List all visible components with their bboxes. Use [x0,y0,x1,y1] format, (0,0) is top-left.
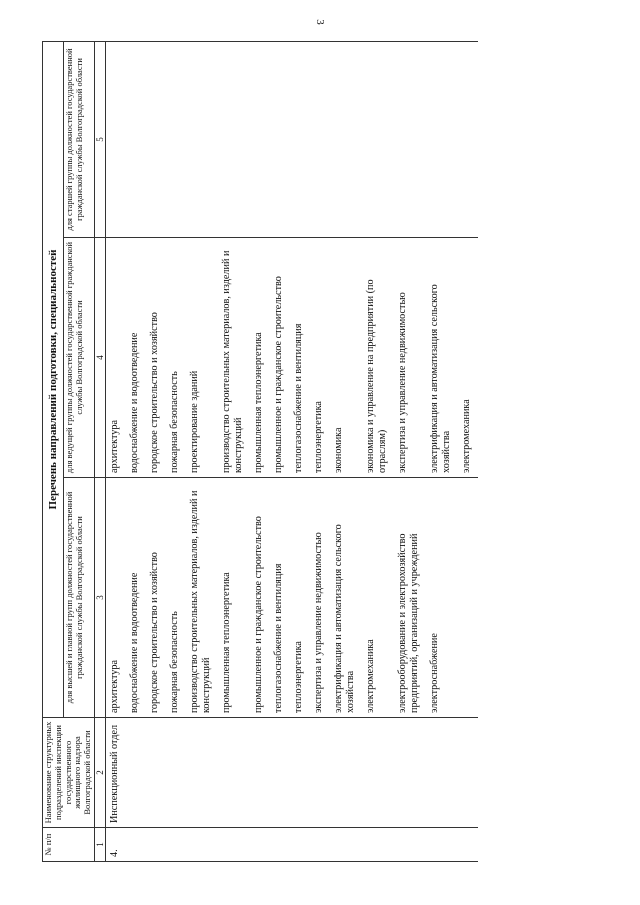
specialty-lead: электрификация и автоматизация сельского хозяйства [429,284,453,473]
row-number-empty [362,828,394,862]
specialty-lead: проектирование зданий [188,370,200,473]
row-number-empty [166,828,186,862]
specialty-lead: экономика [333,427,345,473]
header-group-lead: для ведущей группы должностей государственной гражданской службы Волгоградской области [64,238,95,478]
rotated-table-page [42,42,590,862]
specialty-senior [250,41,270,237]
specialty-senior [394,41,426,237]
specialty-senior [362,41,394,237]
table-row [426,41,458,861]
specialty-senior [330,41,362,237]
department-name-empty [362,718,394,828]
specialty-lead: архитектура [108,420,120,473]
row-number-empty [330,828,362,862]
table-row [394,41,426,861]
row-number-empty [218,828,250,862]
specialty-high: теплогазоснабжение и вентиляция [273,563,285,713]
page-number: 3 [314,19,326,25]
department-name-empty [126,718,146,828]
specialty-high: теплоэнергетика [293,641,305,713]
header-num: № п/п [43,828,95,862]
specialty-high: электрооборудование и электрохозяйство предприятий, организаций и учреждений [397,533,421,713]
specialty-senior [270,41,290,237]
department-name-empty [186,718,218,828]
department-name-empty [250,718,270,828]
column-number: 5 [94,41,105,237]
department-name-empty [218,718,250,828]
department-name-empty [330,718,362,828]
specialty-lead: водоснабжение и водоотведение [128,332,140,473]
specialty-senior [186,41,218,237]
department-name-empty [290,718,310,828]
specialty-lead: теплоэнергетика [313,401,325,473]
table-row [166,41,186,861]
specialty-senior [105,41,126,237]
specialty-lead: производство строительных материалов, изделий и конструкций [221,250,245,473]
specialty-senior [218,41,250,237]
specialty-high: промышленная теплоэнергетика [221,572,233,713]
specialty-lead: теплогазоснабжение и вентиляция [293,323,305,473]
table-row [310,41,330,861]
table-row [290,41,310,861]
specialties-table [42,41,478,862]
table-row [250,41,270,861]
specialty-lead: промышленное и гражданское строительство [273,276,285,473]
header-specialties-title: Перечень направлений подготовки, специальностей [43,41,64,717]
specialty-high [461,482,473,713]
column-number: 4 [94,238,105,478]
specialty-high: городское строительство и хозяйство [148,552,160,713]
specialty-senior [146,41,166,237]
row-number-empty [458,828,478,862]
specialty-high: электромеханика [365,639,377,713]
department-name-empty [394,718,426,828]
column-number: 3 [94,478,105,718]
specialty-lead: электромеханика [461,399,473,473]
row-number-empty [426,828,458,862]
specialty-high: пожарная безопасность [168,611,180,713]
department-name-empty [146,718,166,828]
row-number-empty [250,828,270,862]
row-number-empty [394,828,426,862]
department-name-empty [310,718,330,828]
specialty-high: производство строительных материалов, изделий и конструкций [188,490,212,713]
department-name-empty [458,718,478,828]
specialty-senior [310,41,330,237]
table-body [105,41,478,861]
specialty-lead: промышленная теплоэнергетика [253,332,265,473]
row-number-empty [126,828,146,862]
specialty-high: водоснабжение и водоотведение [128,572,140,713]
row-number-empty [290,828,310,862]
specialty-high: экспертиза и управление недвижимостью [313,532,325,713]
column-number: 1 [94,828,105,862]
specialty-senior [126,41,146,237]
specialty-lead: городское строительство и хозяйство [148,312,160,473]
specialty-lead: экономика и управление на предприятии (по отраслям) [365,279,389,473]
table-row [126,41,146,861]
specialty-high: архитектура [108,660,120,713]
department-name: Инспекционный отдел [105,718,126,828]
table-row [186,41,218,861]
specialty-high: электрификация и автоматизация сельского хозяйства [333,524,357,713]
specialty-senior [166,41,186,237]
table-row [330,41,362,861]
specialty-lead: пожарная безопасность [168,371,180,473]
header-department-name: Наименование структурных подразделений инспекции государственного жилищного надзора Волгоградской области [43,718,95,828]
table-row [458,41,478,861]
column-number: 2 [94,718,105,828]
specialty-high: электроснабжение [429,633,441,713]
header-group-high: для высшей и главной групп должностей государственной гражданской службы Волгоградской области [64,478,95,718]
header-group-senior: для старшей группы должностей государственной гражданской службы Волгоградской области [64,41,95,237]
specialty-lead: экспертиза и управление недвижимостью [397,292,409,473]
specialty-high: промышленное и гражданское строительство [253,516,265,713]
department-name-empty [270,718,290,828]
specialty-senior [290,41,310,237]
row-number-empty [146,828,166,862]
row-number-empty [270,828,290,862]
table-row [146,41,166,861]
table-row [270,41,290,861]
table-row [362,41,394,861]
row-number: 4. [105,828,126,862]
department-name-empty [426,718,458,828]
specialty-senior [458,41,478,237]
department-name-empty [166,718,186,828]
table-row [218,41,250,861]
table-row [105,41,126,861]
row-number-empty [310,828,330,862]
row-number-empty [186,828,218,862]
specialty-senior [426,41,458,237]
